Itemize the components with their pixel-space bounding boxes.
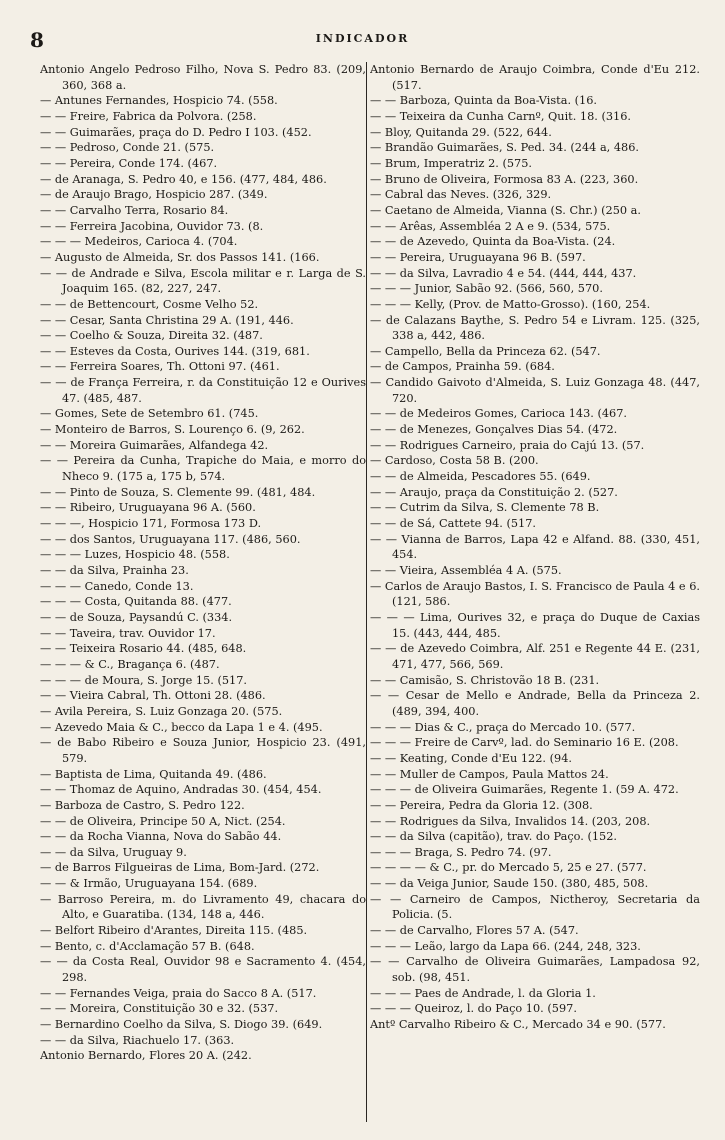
directory-entry: — — de Oliveira, Principe 50 A, Nict. (254. xyxy=(40,814,286,828)
directory-entry: — — Pereira da Cunha, Trapiche do Maia, e morro do Nheco 9. (175 a, 175 b, 574. xyxy=(40,454,366,484)
directory-entry: — — dos Santos, Uruguayana 117. (486, 560. xyxy=(40,532,301,546)
directory-entry: — — Rodrigues Carneiro, praia do Cajú 13. (57. xyxy=(370,438,645,452)
directory-entry: — — Taveira, trav. Ouvidor 17. xyxy=(40,626,216,640)
directory-entry: — — de França Ferreira, r. da Constituição 12 e Ourives 47. (485, 487. xyxy=(40,376,366,405)
page-header xyxy=(0,24,725,54)
directory-entry: — — da Costa Real, Ouvidor 98 e Sacramento 4. (454, 298. xyxy=(40,955,366,985)
directory-entry: — Augusto de Almeida, Sr. dos Passos 141. (166. xyxy=(40,250,320,264)
directory-entry: — — Pereira, Pedra da Gloria 12. (308. xyxy=(370,798,593,812)
directory-entry: — — — Paes de Andrade, l. da Gloria 1. xyxy=(370,986,596,1000)
directory-entry: — Bloy, Quitanda 29. (522, 644. xyxy=(370,125,552,139)
directory-entry: — — — Freire de Carvº, lad. do Seminario 16 E. (208. xyxy=(370,736,679,750)
directory-entry: — — da Silva, Lavradio 4 e 54. (444, 444, 437. xyxy=(370,266,637,280)
directory-entry: — — — Braga, S. Pedro 74. (97. xyxy=(370,845,552,859)
directory-entry: — — — Canedo, Conde 13. xyxy=(40,579,194,593)
directory-entry: — de Calazans Baythe, S. Pedro 54 e Livram. 125. (325, 338 a, 442, 486. xyxy=(370,313,700,343)
directory-entry: — — Carvalho de Oliveira Guimarães, Lampadosa 92, sob. (98, 451. xyxy=(370,955,700,985)
directory-entry: — — Teixeira Rosario 44. (485, 648. xyxy=(40,642,247,656)
directory-entry: — — Arêas, Assembléa 2 A e 9. (534, 575. xyxy=(370,219,611,233)
directory-entry: — — — Junior, Sabão 92. (566, 560, 570. xyxy=(370,282,603,296)
directory-entry: — — — Costa, Quitanda 88. (477. xyxy=(40,595,232,609)
directory-entry: — — Pinto de Souza, S. Clemente 99. (481, 484. xyxy=(40,485,316,499)
directory-entry: Antonio Angelo Pedroso Filho, Nova S. Pedro 83. (209, 360, 368 a. xyxy=(40,63,366,92)
directory-entry: — — Araujo, praça da Constituição 2. (527. xyxy=(370,485,618,499)
directory-entry: — de Campos, Prainha 59. (684. xyxy=(370,360,555,374)
directory-entry: — de Araujo Brago, Hospicio 287. (349. xyxy=(40,188,268,202)
directory-entry: — — de Souza, Paysandú C. (334. xyxy=(40,610,233,624)
directory-entry: — — Ferreira Soares, Th. Ottoni 97. (461. xyxy=(40,360,280,374)
left-column xyxy=(40,62,366,1122)
directory-entry: — — Ribeiro, Uruguayana 96 A. (560. xyxy=(40,501,256,515)
directory-entry: — — Guimarães, praça do D. Pedro I 103. (452. xyxy=(40,125,312,139)
directory-entry: — — da Silva (capitão), trav. do Paço. (152. xyxy=(370,830,618,844)
directory-entry: — — — Kelly, (Prov. de Matto-Grosso). (160, 254. xyxy=(370,297,651,311)
directory-entry: — — Vieira, Assembléa 4 A. (575. xyxy=(370,564,562,577)
directory-entry: — — — Lima, Ourives 32, e praça do Duque de Caxias 15. (443, 444, 485. xyxy=(370,610,700,640)
directory-entry: — — Pedroso, Conde 21. (575. xyxy=(40,141,215,155)
directory-entry: — — Moreira, Constituição 30 e 32. (537. xyxy=(40,1002,279,1016)
directory-entry: — Gomes, Sete de Setembro 61. (745. xyxy=(40,407,259,421)
column-divider xyxy=(366,62,367,1122)
directory-entry: — Cardoso, Costa 58 B. (200. xyxy=(370,454,539,468)
directory-entry: — — Carvalho Terra, Rosario 84. xyxy=(40,203,229,217)
directory-entry: — Azevedo Maia & C., becco da Lapa 1 e 4. (495. xyxy=(40,720,323,734)
page-number: 8 xyxy=(30,28,44,52)
directory-entry: — — Freire, Fabrica da Polvora. (258. xyxy=(40,109,257,123)
directory-entry: — Belfort Ribeiro d'Arantes, Direita 115. (485. xyxy=(40,924,308,938)
directory-entry: — Bruno de Oliveira, Formosa 83 A. (223, 360. xyxy=(370,172,639,186)
directory-entry: — — — Medeiros, Carioca 4. (704. xyxy=(40,235,238,249)
directory-entry: — — Cesar, Santa Christina 29 A. (191, 446. xyxy=(40,313,294,327)
directory-entry: — — Pereira, Conde 174. (467. xyxy=(40,156,218,170)
directory-entry: — — da Silva, Uruguay 9. xyxy=(40,845,187,859)
directory-entry: — Antunes Fernandes, Hospicio 74. (558. xyxy=(40,94,278,108)
directory-entry: — — — & C., Bragança 6. (487. xyxy=(40,657,220,671)
directory-entry: — Barroso Pereira, m. do Livramento 49, chacara do Alto, e Guaratiba. (134, 148 a, 446. xyxy=(40,892,366,922)
directory-entry: Antonio Bernardo, Flores 20 A. (242. xyxy=(40,1049,252,1063)
directory-entry: — — Moreira Guimarães, Alfandega 42. xyxy=(40,438,269,452)
directory-entry: — — Camisão, S. Christovão 18 B. (231. xyxy=(370,673,600,687)
directory-entry: — — Vieira Cabral, Th. Ottoni 28. (486. xyxy=(40,689,266,703)
directory-entry: — — da Silva, Riachuelo 17. (363. xyxy=(40,1033,235,1047)
directory-entry: — Caetano de Almeida, Vianna (S. Chr.) (250 a. xyxy=(370,203,641,217)
directory-entry: — de Barros Filgueiras de Lima, Bom-Jard. (272. xyxy=(40,861,320,875)
directory-entry: — — de Azevedo, Quinta da Boa-Vista. (24. xyxy=(370,235,616,249)
directory-entry: — — de Almeida, Pescadores 55. (649. xyxy=(370,470,591,484)
directory-entry: — — — — & C., pr. do Mercado 5, 25 e 27. (577. xyxy=(370,861,647,875)
directory-entry: — — de Medeiros Gomes, Carioca 143. (467. xyxy=(370,407,628,421)
directory-entry: — de Babo Ribeiro e Souza Junior, Hospicio 23. (491, 579. xyxy=(40,736,366,765)
directory-entry: — — Carneiro de Campos, Nictheroy, Secretaria da Policia. (5. xyxy=(370,892,700,922)
directory-entry: — — Thomaz de Aquino, Andradas 30. (454, 454. xyxy=(40,783,322,797)
directory-entry: — — Rodrigues da Silva, Invalidos 14. (203, 208. xyxy=(370,814,651,828)
directory-entry: — Barboza de Castro, S. Pedro 122. xyxy=(40,798,245,812)
directory-entry: — Bento, c. d'Acclamação 57 B. (648. xyxy=(40,939,255,953)
directory-entry: — Baptista de Lima, Quitanda 49. (486. xyxy=(40,767,267,781)
directory-entry: — — & Irmão, Uruguayana 154. (689. xyxy=(40,877,258,891)
directory-entry: — Monteiro de Barros, S. Lourenço 6. (9, 262. xyxy=(40,423,305,437)
directory-entry: — — — Leão, largo da Lapa 66. (244, 248, 323. xyxy=(370,939,641,953)
directory-entry: — — Cesar de Mello e Andrade, Bella da Princeza 2. (489, 394, 400. xyxy=(370,689,700,718)
directory-entry: — Brandão Guimarães, S. Ped. 34. (244 a, 486. xyxy=(370,141,640,155)
directory-entry: — — —, Hospicio 171, Formosa 173 D. xyxy=(40,517,262,531)
directory-entry: — — de Bettencourt, Cosme Velho 52. xyxy=(40,297,259,311)
directory-entry: — Candido Gaivoto d'Almeida, S. Luiz Gonzaga 48. (447, 720. xyxy=(370,376,700,405)
directory-entry: — — Pereira, Uruguayana 96 B. (597. xyxy=(370,250,586,264)
directory-entry: — — de Menezes, Gonçalves Dias 54. (472. xyxy=(370,423,618,437)
directory-entry: — — — de Moura, S. Jorge 15. (517. xyxy=(40,673,248,687)
directory-entry: — — Barboza, Quinta da Boa-Vista. (16. xyxy=(370,94,597,108)
directory-entry: — Avila Pereira, S. Luiz Gonzaga 20. (575. xyxy=(40,704,283,718)
directory-entry: — — Muller de Campos, Paula Mattos 24. xyxy=(370,767,609,781)
directory-entry: — — Vianna de Barros, Lapa 42 e Alfand. 88. (330, 451, 454. xyxy=(370,532,700,562)
directory-entry: — — Esteves da Costa, Ourives 144. (319, 681. xyxy=(40,344,310,358)
right-column xyxy=(370,62,700,1122)
directory-entry: — — Cutrim da Silva, S. Clemente 78 B. xyxy=(370,501,600,515)
directory-entry: — — da Veiga Junior, Saude 150. (380, 485, 508. xyxy=(370,877,649,891)
directory-entry: — Brum, Imperatriz 2. (575. xyxy=(370,156,533,170)
directory-entry: — — de Azevedo Coimbra, Alf. 251 e Regente 44 E. (231, 471, 477, 566, 569. xyxy=(370,642,700,671)
directory-entry: — — Keating, Conde d'Eu 122. (94. xyxy=(370,751,572,765)
directory-entry: — Campello, Bella da Princeza 62. (547. xyxy=(370,344,601,358)
directory-entry: — — da Rocha Vianna, Nova do Sabão 44. xyxy=(40,830,282,844)
directory-entry: — — — Luzes, Hospicio 48. (558. xyxy=(40,548,230,562)
running-title: INDICADOR xyxy=(315,32,410,45)
directory-entry: — — Coelho & Souza, Direita 32. (487. xyxy=(40,329,263,343)
directory-entry: — — — de Oliveira Guimarães, Regente 1. (59 A. 472. xyxy=(370,783,679,797)
directory-entry: — — Fernandes Veiga, praia do Sacco 8 A. (517. xyxy=(40,986,317,1000)
directory-entry: — Carlos de Araujo Bastos, I. S. Francisco de Paula 4 e 6. (121, 586. xyxy=(370,579,700,609)
directory-entry: — Cabral das Neves. (326, 329. xyxy=(370,188,552,202)
directory-entry: — — de Carvalho, Flores 57 A. (547. xyxy=(370,924,579,938)
directory-entry: — — Teixeira da Cunha Carnº, Quit. 18. (316. xyxy=(370,109,632,123)
directory-entry: — de Aranaga, S. Pedro 40, e 156. (477, 484, 486. xyxy=(40,172,327,186)
directory-entry: — — de Andrade e Silva, Escola militar e r. Larga de S. Joaquim 165. (82, 227, 247. xyxy=(40,266,366,296)
directory-entry: — — — Queiroz, l. do Paço 10. (597. xyxy=(370,1002,577,1016)
directory-entry: — — da Silva, Prainha 23. xyxy=(40,564,189,577)
directory-entry: — — — Dias & C., praça do Mercado 10. (577. xyxy=(370,720,636,734)
directory-entry: Antonio Bernardo de Araujo Coimbra, Conde d'Eu 212. (517. xyxy=(370,63,700,92)
directory-entry: — — de Sá, Cattete 94. (517. xyxy=(370,517,537,531)
directory-entry: — Bernardino Coelho da Silva, S. Diogo 39. (649. xyxy=(40,1018,323,1032)
directory-entry: Antº Carvalho Ribeiro & C., Mercado 34 e 90. (577. xyxy=(370,1018,666,1032)
directory-entry: — — Ferreira Jacobina, Ouvidor 73. (8. xyxy=(40,219,264,233)
